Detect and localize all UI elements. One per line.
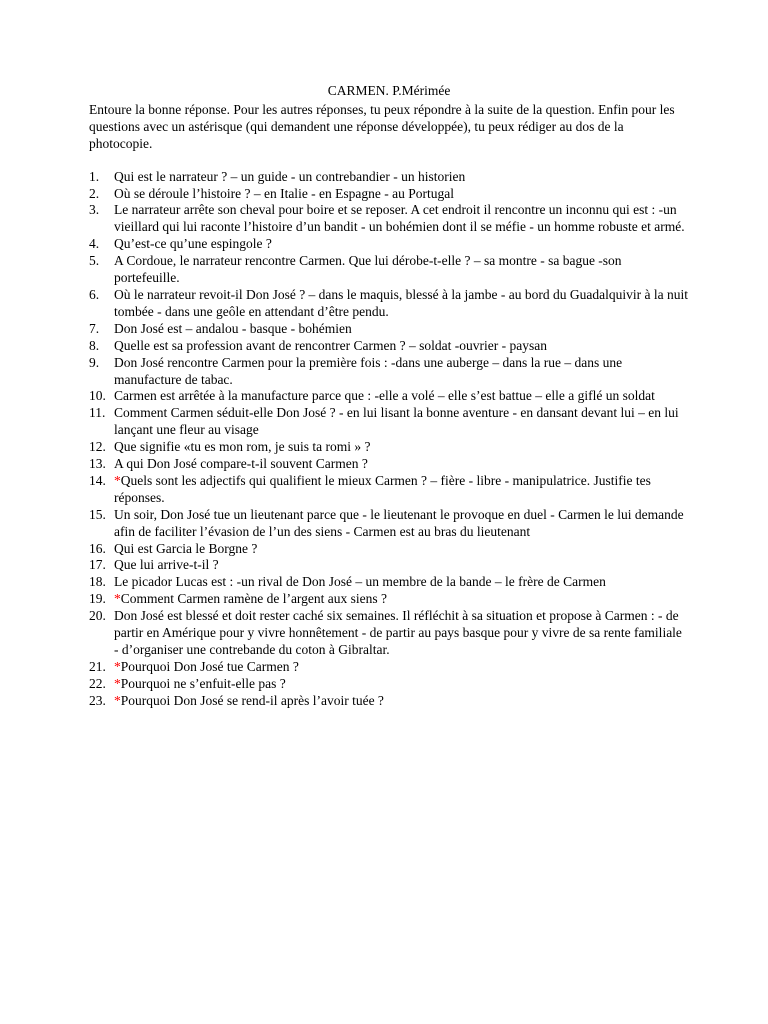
question-text [114,456,689,473]
question-text [114,591,689,608]
question-body: Que signifie «tu es mon rom, je suis ta romi » ? [114,439,371,455]
question-item [89,659,689,676]
question-number: 11. [89,405,106,421]
question-item [89,591,689,608]
question-number: 6. [89,286,100,302]
question-item [89,405,689,439]
question-text [114,608,689,659]
question-item [89,557,689,574]
question-number: 17. [89,557,106,573]
question-body: Don José est blessé et doit rester caché six semaines. Il réfléchit à sa situation et propose à Carmen : - de partir en Amérique pour y vivre honnêtement - de partir au pays basque pour y vivre de sa rente familiale - d’organiser une contrebande du coton à Gibraltar. [114,608,682,657]
question-item [89,473,689,507]
question-number: 15. [89,506,106,522]
question-item [89,338,689,355]
question-number: 20. [89,608,106,624]
question-item [89,169,689,186]
question-number: 23. [89,692,106,708]
question-item [89,608,689,659]
question-number: 19. [89,591,106,607]
question-number: 4. [89,236,100,252]
question-item [89,236,689,253]
question-text [114,557,689,574]
question-text [114,439,689,456]
question-text [114,693,689,710]
question-number: 5. [89,253,100,269]
question-body: Qu’est-ce qu’une espingole ? [114,236,272,252]
question-number: 16. [89,540,106,556]
question-text [114,253,689,287]
question-text [114,287,689,321]
question-item [89,456,689,473]
question-body: Comment Carmen séduit-elle Don José ? - en lui lisant la bonne aventure - en dansant devant lui – en lui lançant une fleur au visage [114,405,679,438]
asterisk-marker: * [114,472,121,488]
question-text [114,574,689,591]
document-title: CARMEN. P.Mérimée [327,83,451,98]
question-text [114,202,689,236]
question-body: Pourquoi ne s’enfuit-elle pas ? [120,675,286,691]
question-text [114,186,689,203]
question-body: Carmen est arrêtée à la manufacture parce que : -elle a volé – elle s’est battue – elle a giflé un soldat [114,388,655,404]
question-text [114,338,689,355]
question-body: Qui est Garcia le Borgne ? [114,540,258,556]
question-number: 14. [89,472,106,488]
question-number: 8. [89,337,100,353]
question-item [89,186,689,203]
question-text [114,473,689,507]
question-number: 22. [89,675,106,691]
question-text [114,541,689,558]
question-number: 7. [89,320,100,336]
question-number: 13. [89,456,106,472]
question-body: Comment Carmen ramène de l’argent aux siens ? [120,591,388,607]
question-text [114,659,689,676]
question-number: 21. [89,658,106,674]
question-item [89,676,689,693]
question-number: 3. [89,202,100,218]
question-body: Qui est le narrateur ? – un guide - un contrebandier - un historien [114,168,466,184]
question-body: Le picador Lucas est : -un rival de Don José – un membre de la bande – le frère de Carmen [114,574,606,590]
question-number: 9. [89,354,100,370]
question-body: Que lui arrive-t-il ? [114,557,219,573]
question-text [114,236,689,253]
question-text [114,321,689,338]
question-item [89,202,689,236]
question-item [89,574,689,591]
question-body: Le narrateur arrête son cheval pour boire et se reposer. A cet endroit il rencontre un inconnu qui est : -un vieillard qui lui raconte l’histoire d’un bandit - un bohémien dont il se méfie - un homme robuste et armé. [114,202,685,235]
question-item [89,253,689,287]
question-number: 10. [89,388,106,404]
question-body: Où le narrateur revoit-il Don José ? – dans le maquis, blessé à la jambe - au bord du Guadalquivir à la nuit tombée - dans une geôle en attendant d’être pendu. [114,286,688,319]
question-body: Où se déroule l’histoire ? – en Italie - en Espagne - au Portugal [114,185,455,201]
question-item [89,321,689,338]
instructions: Entoure la bonne réponse. Pour les autres réponses, tu peux répondre à la suite de la question. Enfin pour les questions avec un astérisque (qui demandent une réponse développée), tu peux rédiger au dos de la photocopie. [89,101,675,151]
question-body: Pourquoi Don José se rend-il après l’avoir tuée ? [120,692,384,708]
question-text [114,355,689,389]
question-number: 2. [89,185,100,201]
question-body: A qui Don José compare-t-il souvent Carmen ? [114,456,368,472]
asterisk-marker: * [114,591,121,607]
asterisk-marker: * [114,658,121,674]
question-body: Don José rencontre Carmen pour la première fois : -dans une auberge – dans la rue – dans une manufacture de tabac. [114,354,623,387]
question-text [114,676,689,693]
question-body: Quelle est sa profession avant de rencontrer Carmen ? – soldat -ouvrier - paysan [114,337,547,353]
question-text [114,169,689,186]
question-item [89,541,689,558]
question-item [89,355,689,389]
question-item [89,439,689,456]
question-text [114,507,689,541]
question-item [89,287,689,321]
asterisk-marker: * [114,692,121,708]
question-text [114,405,689,439]
question-body: Pourquoi Don José tue Carmen ? [120,658,299,674]
question-number: 1. [89,168,100,184]
question-body: A Cordoue, le narrateur rencontre Carmen. Que lui dérobe-t-elle ? – sa montre - sa bague -son portefeuille. [114,253,622,286]
question-item [89,693,689,710]
question-number: 18. [89,574,106,590]
document-page [89,83,689,710]
question-text [114,388,689,405]
question-list [89,169,689,710]
question-body: Un soir, Don José tue un lieutenant parce que - le lieutenant le provoque en duel - Carmen le lui demande afin de faciliter l’évasion de l’un des siens - Carmen est au bras du lieutenant [114,506,684,539]
question-body: Don José est – andalou - basque - bohémien [114,320,352,336]
question-body: Quels sont les adjectifs qui qualifient le mieux Carmen ? – fière - libre - manipulatrice. Justifie tes réponses. [114,472,651,505]
question-item [89,507,689,541]
question-item [89,388,689,405]
question-number: 12. [89,439,106,455]
asterisk-marker: * [114,675,121,691]
